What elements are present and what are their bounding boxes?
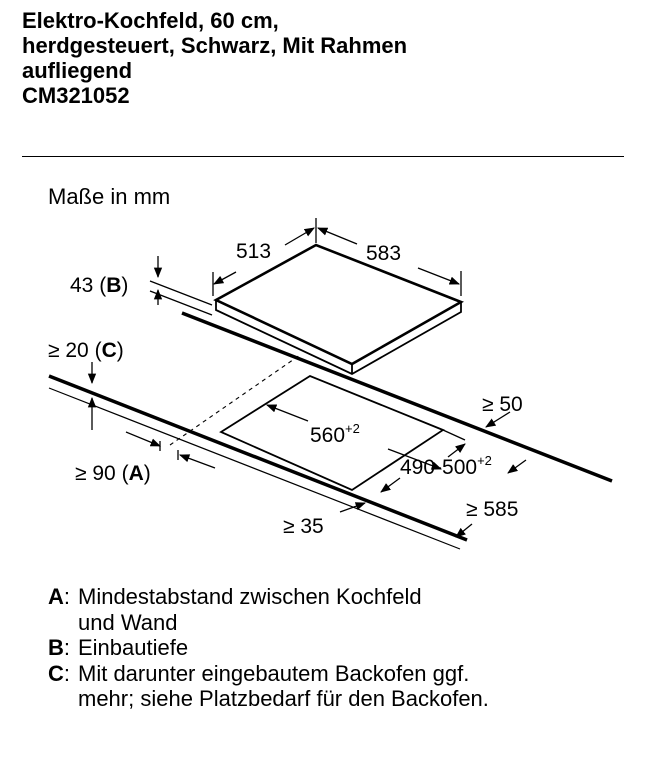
dim-560-value: 560 xyxy=(310,424,346,447)
legend-text: Mit darunter eingebautem Backofen ggf. xyxy=(78,660,470,686)
dim-490-500-tolerance: +2 xyxy=(477,453,492,468)
label-b: B xyxy=(106,274,122,297)
label-c: C xyxy=(101,339,117,362)
title-line: herdgesteuert, Schwarz, Mit Rahmen xyxy=(22,33,408,58)
dim-43-value: 43 xyxy=(70,274,94,297)
legend-item-c xyxy=(48,661,648,712)
dim-min-90-close-paren: ) xyxy=(143,462,151,485)
legend xyxy=(48,584,648,712)
dim-560 xyxy=(310,421,360,447)
dimension-b xyxy=(150,256,212,315)
installation-diagram xyxy=(0,165,670,575)
dim-43-open-paren: ( xyxy=(99,274,107,297)
legend-item-a xyxy=(48,584,648,635)
legend-text: Einbautiefe xyxy=(78,635,189,660)
dim-490-500 xyxy=(400,453,492,479)
dim-583: 583 xyxy=(366,242,402,265)
legend-key-a: A xyxy=(48,584,64,609)
legend-key xyxy=(48,661,70,687)
legend-key xyxy=(48,584,70,610)
dim-min-20 xyxy=(48,339,124,362)
dim-min-50: ≥ 50 xyxy=(482,393,523,416)
model-number: CM321052 xyxy=(22,83,130,108)
label-a: A xyxy=(128,462,144,485)
dim-min-20-value: ≥ 20 xyxy=(48,339,89,362)
dim-min-585: ≥ 585 xyxy=(466,498,519,521)
dim-560-tolerance: +2 xyxy=(345,421,360,436)
unit-label: Maße in mm xyxy=(48,184,171,209)
title-line: aufliegend xyxy=(22,58,133,83)
product-title xyxy=(22,8,642,108)
dim-490-500-value: 490-500 xyxy=(400,456,478,479)
legend-key-c: C xyxy=(48,660,64,686)
dim-min-20-close-paren: ) xyxy=(116,339,124,362)
legend-text: Mindestabstand zwischen Kochfeld xyxy=(78,584,422,609)
dim-min-90-open-paren: ( xyxy=(121,462,129,485)
dim-513: 513 xyxy=(236,240,272,263)
legend-text: und Wand xyxy=(78,609,178,635)
legend-key-b: B xyxy=(48,635,64,660)
dim-min-90 xyxy=(75,462,151,485)
legend-item-b xyxy=(48,635,648,661)
legend-colon: : xyxy=(63,660,71,686)
legend-key xyxy=(48,635,70,661)
legend-colon: : xyxy=(63,584,71,609)
divider xyxy=(22,156,624,157)
dim-43 xyxy=(70,274,128,297)
dim-min-90-value: ≥ 90 xyxy=(75,462,116,485)
dim-min-20-open-paren: ( xyxy=(94,339,102,362)
dim-min-35: ≥ 35 xyxy=(283,515,324,538)
title-line: Elektro-Kochfeld, 60 cm, xyxy=(22,8,279,33)
cooktop xyxy=(216,245,461,374)
dim-43-close-paren: ) xyxy=(121,274,129,297)
legend-text: mehr; siehe Platzbedarf für den Backofen. xyxy=(78,686,489,711)
legend-colon: : xyxy=(63,635,71,660)
